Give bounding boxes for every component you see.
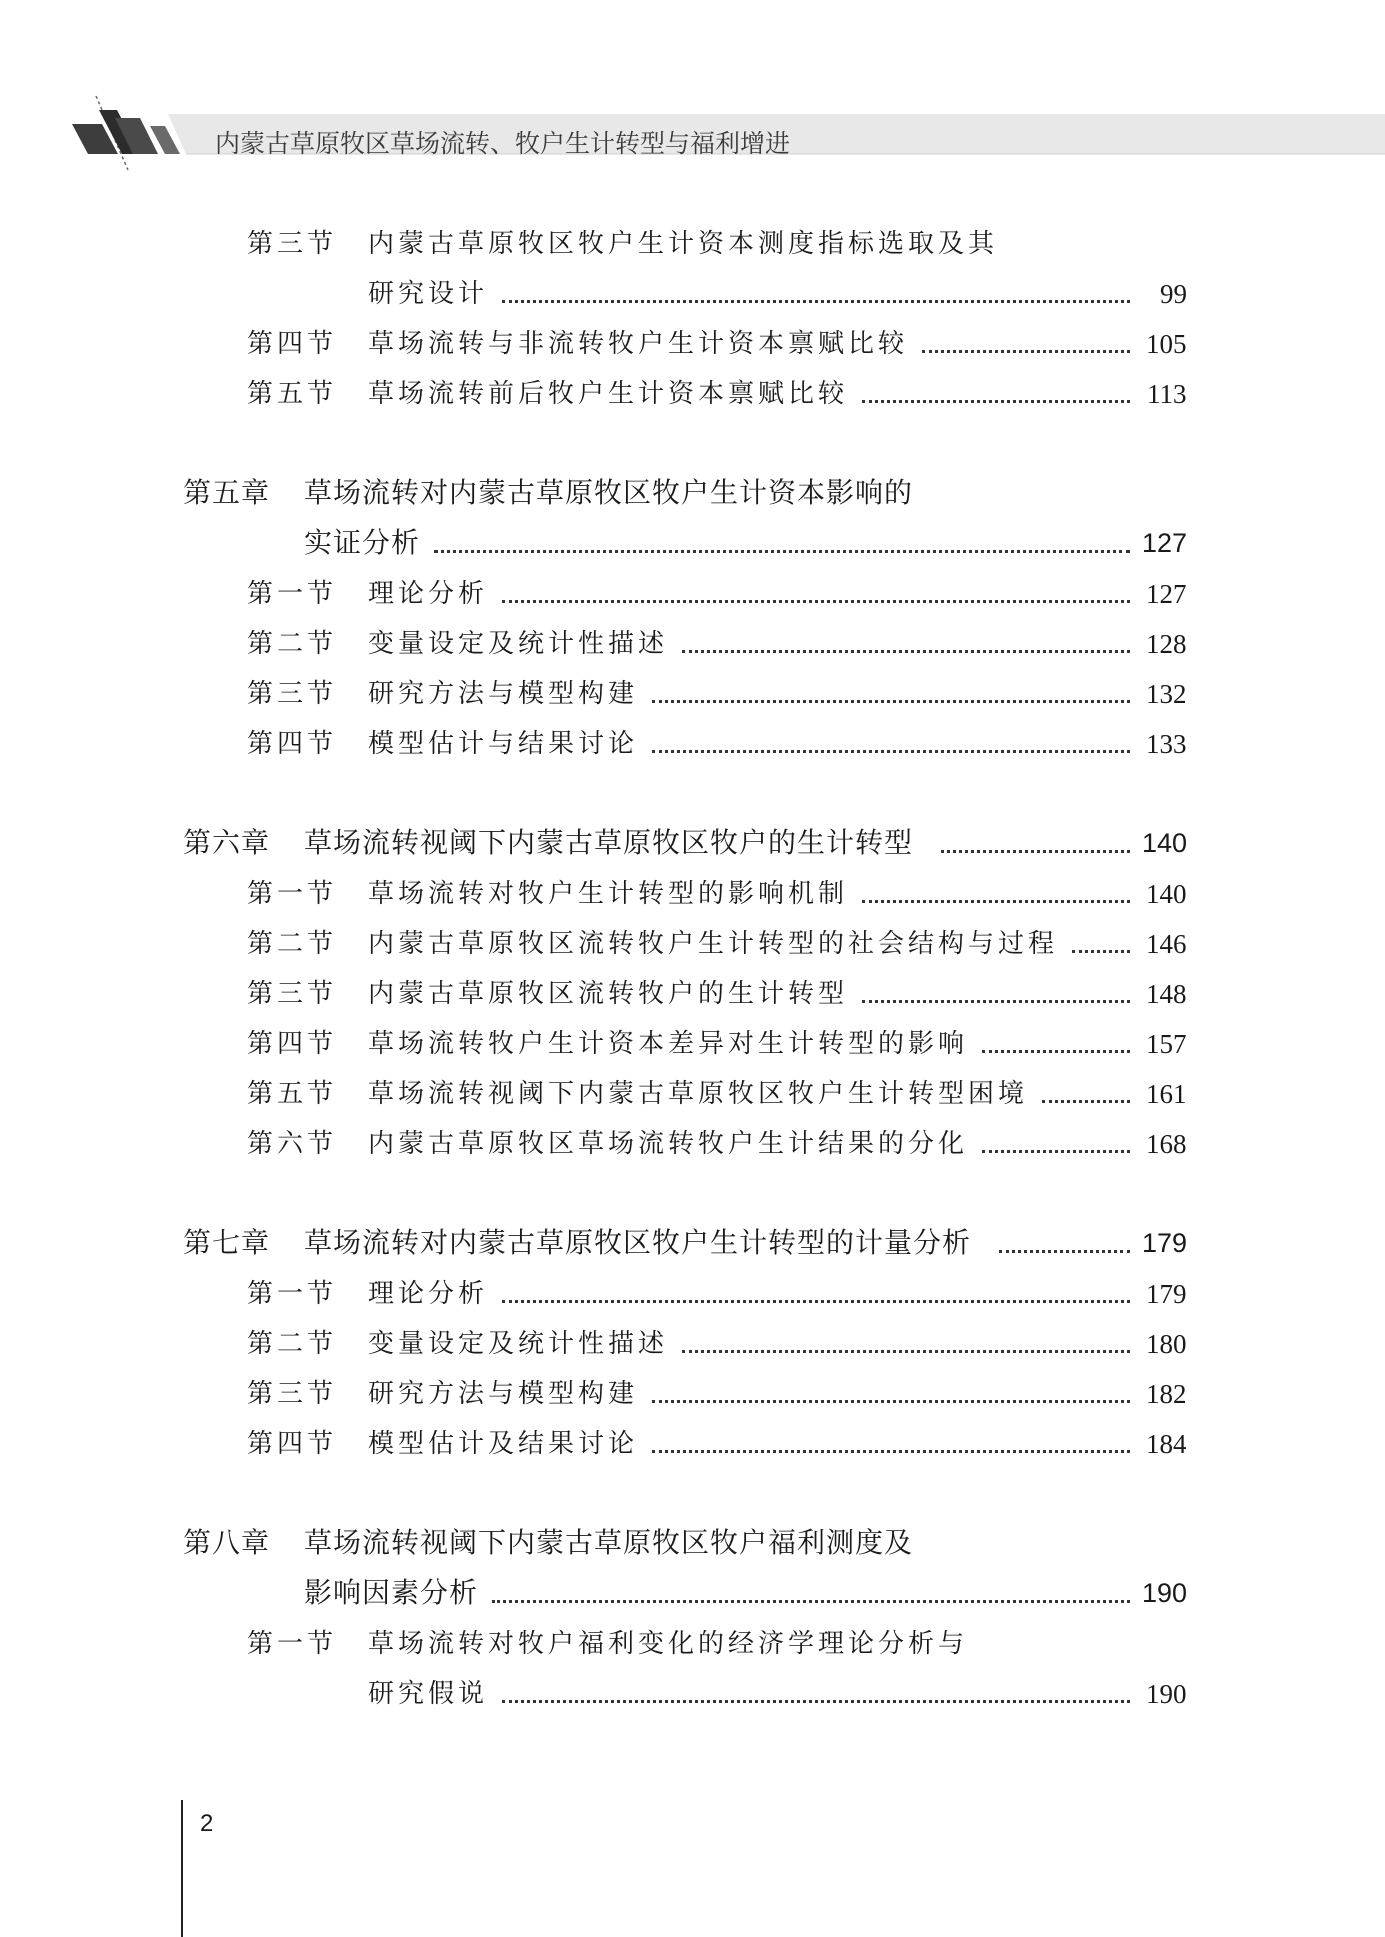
section-number: 第二节 xyxy=(247,929,338,959)
section-title: 理论分析 xyxy=(368,1279,489,1309)
section-title: 草场流转牧户生计资本差异对生计转型的影响 xyxy=(368,1029,969,1059)
section-number: 第五节 xyxy=(247,1079,338,1109)
section-title: 变量设定及统计性描述 xyxy=(368,1329,669,1359)
toc-section-entry[interactable] xyxy=(0,572,1385,622)
dot-leader xyxy=(862,1000,1130,1003)
toc-chapter-entry[interactable] xyxy=(0,472,1385,522)
chapter-number: 第五章 xyxy=(183,476,271,509)
section-number: 第四节 xyxy=(247,1029,338,1059)
section-number: 第三节 xyxy=(247,1379,338,1409)
toc-section-entry[interactable] xyxy=(0,1622,1385,1672)
toc-section-entry[interactable] xyxy=(0,1122,1385,1172)
page-number-ref: 140 xyxy=(1146,879,1187,909)
dot-leader xyxy=(502,1300,1130,1303)
toc-section-entry[interactable] xyxy=(0,872,1385,922)
toc-section-entry[interactable] xyxy=(0,322,1385,372)
page-number-ref: 140 xyxy=(1142,828,1188,858)
dot-leader xyxy=(502,1700,1130,1703)
section-number: 第五节 xyxy=(247,379,338,409)
page-number-ref: 99 xyxy=(1160,279,1187,309)
book-title: 内蒙古草原牧区草场流转、牧户生计转型与福利增进 xyxy=(215,129,791,158)
page-number-ref: 113 xyxy=(1147,379,1187,409)
section-number: 第一节 xyxy=(247,879,338,909)
page-number-ref: 148 xyxy=(1146,979,1187,1009)
section-title: 草场流转前后牧户生计资本禀赋比较 xyxy=(368,379,849,409)
toc-section-entry[interactable] xyxy=(0,922,1385,972)
entry-title-continuation: 研究设计 xyxy=(368,279,489,309)
toc-entry-continuation[interactable] xyxy=(0,522,1385,572)
toc-section-entry[interactable] xyxy=(0,1072,1385,1122)
toc-chapter-entry[interactable] xyxy=(0,822,1385,872)
toc-entry-continuation[interactable] xyxy=(0,272,1385,322)
section-title: 理论分析 xyxy=(368,579,489,609)
page-number-ref: 161 xyxy=(1146,1079,1187,1109)
chapter-number: 第六章 xyxy=(183,826,271,859)
page-number-ref: 157 xyxy=(1146,1029,1187,1059)
dot-leader xyxy=(922,350,1130,353)
page-number-ref: 146 xyxy=(1146,929,1187,959)
page-number-ref: 127 xyxy=(1142,528,1188,558)
section-title: 模型估计及结果讨论 xyxy=(368,1429,639,1459)
toc-section-entry[interactable] xyxy=(0,372,1385,422)
page-number-ref: 179 xyxy=(1146,1279,1187,1309)
toc-section-entry[interactable] xyxy=(0,222,1385,272)
page-number-ref: 168 xyxy=(1146,1129,1187,1159)
chapter-title: 草场流转对内蒙古草原牧区牧户生计资本影响的 xyxy=(304,476,914,509)
toc-chapter-entry[interactable] xyxy=(0,1522,1385,1572)
page-number-ref: 190 xyxy=(1142,1578,1188,1608)
dot-leader xyxy=(652,700,1130,703)
page-number-ref: 127 xyxy=(1146,579,1187,609)
chapter-title: 草场流转对内蒙古草原牧区牧户生计转型的计量分析 xyxy=(304,1226,972,1259)
section-title: 内蒙古草原牧区流转牧户的生计转型 xyxy=(368,979,849,1009)
section-title: 研究方法与模型构建 xyxy=(368,679,639,709)
page-number-ref: 180 xyxy=(1146,1329,1187,1359)
dot-leader xyxy=(862,900,1130,903)
entry-title-continuation: 影响因素分析 xyxy=(304,1576,479,1609)
chapter-number: 第七章 xyxy=(183,1226,271,1259)
page-number-ref: 133 xyxy=(1146,729,1187,759)
toc-section-entry[interactable] xyxy=(0,622,1385,672)
section-title: 变量设定及统计性描述 xyxy=(368,629,669,659)
toc-section-entry[interactable] xyxy=(0,722,1385,772)
page-number-ref: 105 xyxy=(1146,329,1187,359)
section-title: 模型估计与结果讨论 xyxy=(368,729,639,759)
section-title: 草场流转对牧户福利变化的经济学理论分析与 xyxy=(368,1629,969,1659)
toc-section-entry[interactable] xyxy=(0,672,1385,722)
dot-leader xyxy=(652,1400,1130,1403)
section-title: 草场流转对牧户生计转型的影响机制 xyxy=(368,879,849,909)
chapter-number: 第八章 xyxy=(183,1526,271,1559)
section-title: 内蒙古草原牧区流转牧户生计转型的社会结构与过程 xyxy=(368,929,1059,959)
toc-entry-continuation[interactable] xyxy=(0,1572,1385,1622)
section-number: 第三节 xyxy=(247,229,338,259)
section-number: 第一节 xyxy=(247,1629,338,1659)
footer-rule xyxy=(181,1800,183,1937)
page-number-ref: 179 xyxy=(1142,1228,1188,1258)
dot-leader xyxy=(982,1050,1130,1053)
toc-section-entry[interactable] xyxy=(0,972,1385,1022)
section-title: 内蒙古草原牧区牧户生计资本测度指标选取及其 xyxy=(368,229,999,259)
running-header xyxy=(0,0,1385,180)
section-number: 第二节 xyxy=(247,629,338,659)
chapter-title: 草场流转视阈下内蒙古草原牧区牧户福利测度及 xyxy=(304,1526,914,1559)
section-title: 草场流转与非流转牧户生计资本禀赋比较 xyxy=(368,329,909,359)
dot-leader xyxy=(492,1600,1130,1603)
section-title: 草场流转视阈下内蒙古草原牧区牧户生计转型困境 xyxy=(368,1079,1029,1109)
entry-title-continuation: 研究假说 xyxy=(368,1679,489,1709)
dot-leader xyxy=(941,850,1130,853)
dot-leader xyxy=(502,600,1130,603)
page-number-ref: 184 xyxy=(1146,1429,1187,1459)
chapter-title: 草场流转视阈下内蒙古草原牧区牧户的生计转型 xyxy=(304,826,914,859)
section-title: 研究方法与模型构建 xyxy=(368,1379,639,1409)
dot-leader xyxy=(434,550,1130,553)
dot-leader xyxy=(652,1450,1130,1453)
dot-leader xyxy=(999,1250,1130,1253)
section-number: 第四节 xyxy=(247,729,338,759)
toc-chapter-entry[interactable] xyxy=(0,1222,1385,1272)
dot-leader xyxy=(502,300,1130,303)
page-number-ref: 128 xyxy=(1146,629,1187,659)
section-number: 第二节 xyxy=(247,1329,338,1359)
toc-section-entry[interactable] xyxy=(0,1022,1385,1072)
section-title: 内蒙古草原牧区草场流转牧户生计结果的分化 xyxy=(368,1129,969,1159)
section-number: 第一节 xyxy=(247,1279,338,1309)
dot-leader xyxy=(682,1350,1130,1353)
dot-leader xyxy=(652,750,1130,753)
dot-leader xyxy=(862,400,1130,403)
dot-leader xyxy=(982,1150,1130,1153)
dot-leader xyxy=(1072,950,1130,953)
page-number-ref: 132 xyxy=(1146,679,1187,709)
dot-leader xyxy=(682,650,1130,653)
section-number: 第六节 xyxy=(247,1129,338,1159)
section-number: 第三节 xyxy=(247,979,338,1009)
toc-section-entry[interactable] xyxy=(0,1272,1385,1322)
page-number-ref: 182 xyxy=(1146,1379,1187,1409)
page-number-ref: 190 xyxy=(1146,1679,1187,1709)
toc-section-entry[interactable] xyxy=(0,1422,1385,1472)
page-number: 2 xyxy=(200,1810,214,1837)
section-number: 第一节 xyxy=(247,579,338,609)
entry-title-continuation: 实证分析 xyxy=(304,526,421,559)
toc-section-entry[interactable] xyxy=(0,1372,1385,1422)
section-number: 第三节 xyxy=(247,679,338,709)
toc-section-entry[interactable] xyxy=(0,1322,1385,1372)
section-number: 第四节 xyxy=(247,329,338,359)
dot-leader xyxy=(1042,1100,1130,1103)
toc-entry-continuation[interactable] xyxy=(0,1672,1385,1722)
section-number: 第四节 xyxy=(247,1429,338,1459)
